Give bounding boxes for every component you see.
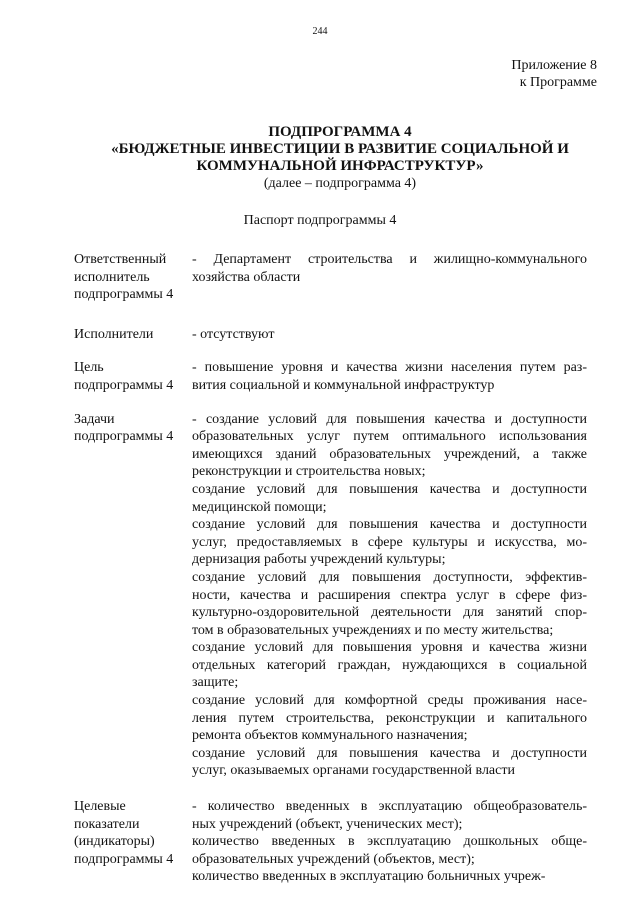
row-value-line: культурно-оздоровительной деятельности для занятий спор- <box>192 605 587 621</box>
row-label-line: (индикаторы) <box>74 834 155 850</box>
row-value-line: создание условий для повышения качества и доступности <box>192 481 587 497</box>
row-label <box>74 798 192 886</box>
row-value-line: том в образовательных учреждениях и по месту жительства; <box>192 622 554 638</box>
passport-row <box>74 411 587 780</box>
row-label-line: показатели <box>74 816 140 832</box>
row-label-line: Исполнители <box>74 326 154 342</box>
row-label-line: Цель <box>74 360 104 376</box>
row-value-line: вития социальной и коммунальной инфраструктур <box>192 377 495 393</box>
row-value <box>192 326 587 344</box>
row-label-line: подпрограммы 4 <box>74 377 174 393</box>
row-value-line: имеющихся зданий образовательных учреждений, а также <box>192 446 587 462</box>
row-value-line: - Департамент строительства и жилищно-коммунального <box>192 252 587 267</box>
row-value-line: - количество введенных в эксплуатацию общеобразователь- <box>192 799 587 815</box>
row-value-line: создание условий для повышения уровня и качества жизни <box>192 640 587 656</box>
passport-row <box>74 798 587 886</box>
row-value-line: создание условий для повышения доступности, эффектив- <box>192 569 587 585</box>
subprogram-title <box>95 124 585 193</box>
row-value-line: создание условий для комфортной среды проживания насе- <box>192 693 587 709</box>
row-label <box>74 326 192 344</box>
row-value-line: образовательных услуг путем оптимального использования <box>192 429 587 445</box>
row-label <box>74 251 192 304</box>
row-value-line: услуг, оказываемых органами государственной власти <box>192 763 515 779</box>
row-label-line: подпрограммы 4 <box>74 287 174 303</box>
row-value-line: ления путем строительства, реконструкции и капитального <box>192 710 587 726</box>
passport-row <box>74 251 587 304</box>
appendix-line: Приложение 8 <box>511 58 597 73</box>
row-value-line: услуг, предоставляемых в сфере культуры и искусства, мо- <box>192 534 587 550</box>
passport-row <box>74 359 587 394</box>
appendix-line: к Программе <box>519 75 597 90</box>
row-value <box>192 798 587 886</box>
row-value-line: количество введенных в эксплуатацию дошкольных обще- <box>192 834 587 850</box>
row-value-line: создание условий для повышения качества и доступности <box>192 745 587 761</box>
title-line: «БЮДЖЕТНЫЕ ИНВЕСТИЦИИ В РАЗВИТИЕ СОЦИАЛЬНОЙ И <box>111 141 569 157</box>
row-value-line: образовательных учреждений (объектов, мест); <box>192 851 475 867</box>
row-value-line: - отсутствуют <box>192 326 275 342</box>
row-value-line: дернизация работы учреждений культуры; <box>192 552 446 568</box>
row-value <box>192 359 587 394</box>
row-value-line: отдельных категорий граждан, нуждающихся в социальной <box>192 657 587 673</box>
row-value-line: медицинской помощи; <box>192 499 327 515</box>
row-label-line: Ответственный <box>74 252 167 267</box>
row-value <box>192 251 587 304</box>
appendix-note <box>511 57 597 91</box>
passport-heading: Паспорт подпрограммы 4 <box>243 213 397 228</box>
row-label <box>74 411 192 780</box>
title-line: ПОДПРОГРАММА 4 <box>268 124 412 140</box>
row-label-line: подпрограммы 4 <box>74 429 174 445</box>
row-label-line: исполнитель <box>74 269 150 285</box>
row-value-line: ности, качества и расширения спектра услуг в сфере физ- <box>192 587 587 603</box>
row-value <box>192 411 587 780</box>
row-label-line: подпрограммы 4 <box>74 851 174 867</box>
row-value-line: количество введенных в эксплуатацию больничных учреж- <box>192 869 546 885</box>
row-label-line: Задачи <box>74 411 115 427</box>
page-number: 244 <box>312 26 328 37</box>
title-subline: (далее – подпрограмма 4) <box>263 176 417 191</box>
row-value-line: создание условий для повышения качества и доступности <box>192 517 587 533</box>
row-label <box>74 359 192 394</box>
row-value-line: ных учреждений (объект, ученических мест); <box>192 816 463 832</box>
row-value-line: - повышение уровня и качества жизни населения путем раз- <box>192 360 587 376</box>
title-line: КОММУНАЛЬНОЙ ИНФРАСТРУКТУР» <box>196 158 484 174</box>
row-value-line: защите; <box>192 675 239 691</box>
row-value-line: хозяйства области <box>192 269 301 285</box>
passport-row <box>74 326 587 344</box>
row-value-line: ремонта объектов коммунального назначения; <box>192 728 468 744</box>
row-value-line: - создание условий для повышения качества и доступности <box>192 411 587 427</box>
passport-table <box>74 251 587 886</box>
row-value-line: реконструкции и строительства новых; <box>192 464 426 480</box>
row-label-line: Целевые <box>74 799 126 815</box>
